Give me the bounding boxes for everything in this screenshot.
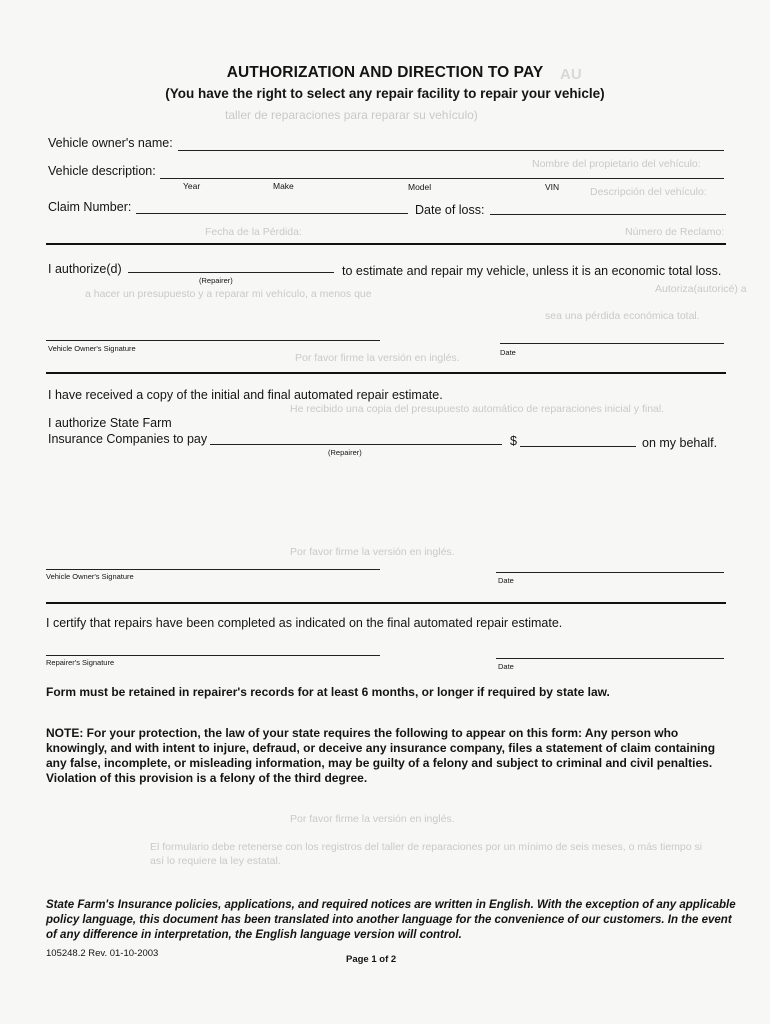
- form-title: AUTHORIZATION AND DIRECTION TO PAY: [226, 64, 544, 81]
- desc-year-caption: Year: [183, 181, 201, 191]
- bleed-through-text: Número de Reclamo:: [625, 226, 725, 238]
- section-divider: [46, 243, 726, 245]
- pay-amount-field[interactable]: [520, 446, 636, 447]
- bleed-through-text: Fecha de la Pérdida:: [205, 226, 302, 238]
- authorize-pay-line-2: Insurance Companies to pay: [48, 432, 208, 446]
- date-of-loss-field[interactable]: [490, 214, 726, 215]
- bleed-through-text: Autoriza(autoricé) a: [655, 283, 747, 295]
- authorize-pay-line-1: I authorize State Farm: [48, 416, 172, 430]
- owner-name-field[interactable]: [178, 150, 724, 151]
- owner-signature-label: Vehicle Owner's Signature: [48, 344, 136, 353]
- authorize-prefix: I authorize(d): [48, 262, 122, 276]
- bleed-through-text: sea una pérdida económica total.: [545, 310, 700, 322]
- date-label-2: Date: [498, 576, 514, 585]
- owner-signature-label-2: Vehicle Owner's Signature: [46, 572, 134, 581]
- desc-make-caption: Make: [273, 181, 294, 191]
- bleed-through-text: taller de reparaciones para reparar su vehículo): [225, 108, 478, 122]
- bleed-through-text: Nombre del propietario del vehículo:: [532, 158, 701, 170]
- form-subtitle: (You have the right to select any repair facility to repair your vehicle): [165, 86, 605, 101]
- authorize-suffix: to estimate and repair my vehicle, unless it is an economic total loss.: [342, 264, 722, 278]
- section-divider: [46, 372, 726, 374]
- dollar-sign: $: [510, 434, 517, 448]
- bleed-through-text: Por favor firme la versión en inglés.: [295, 352, 460, 364]
- english-language-notice: State Farm's Insurance policies, applications, and required notices are written in English. With the exception of any applicable policy language, this document has been translated into another language for the convenience of our customers. In the event of any difference in interpretation, the English language version will control.: [46, 899, 736, 941]
- desc-model-caption: Model: [408, 182, 432, 192]
- received-copy-text: I have received a copy of the initial and final automated repair estimate.: [48, 388, 443, 402]
- section-divider: [46, 602, 726, 604]
- retain-notice: Form must be retained in repairer's records for at least 6 months, or longer if required by state law.: [46, 685, 610, 699]
- pay-repairer-caption: (Repairer): [328, 448, 362, 457]
- bleed-through-text: He recibido una copia del presupuesto automático de reparaciones inicial y final.: [290, 403, 665, 415]
- pay-repairer-field[interactable]: [210, 444, 502, 445]
- owner-signature-date-field-2[interactable]: [496, 572, 724, 573]
- page-number: Page 1 of 2: [346, 954, 397, 965]
- bleed-through-text: El formulario debe retenerse con los registros del taller de reparaciones por un mínimo de seis meses, o más tiempo si así lo requiere la ley estatal.: [150, 841, 703, 867]
- vehicle-description-field[interactable]: [160, 178, 724, 179]
- desc-vin-caption: VIN: [545, 182, 560, 192]
- form-number: 105248.2 Rev. 01-10-2003: [46, 948, 159, 959]
- owner-signature-date-field[interactable]: [500, 343, 724, 344]
- date-label: Date: [500, 348, 516, 357]
- date-of-loss-label: Date of loss:: [415, 203, 485, 217]
- owner-name-label: Vehicle owner's name:: [48, 136, 173, 150]
- repairer-caption: (Repairer): [199, 276, 233, 285]
- fraud-notice: NOTE: For your protection, the law of your state requires the following to appear on this form: Any person who knowingly, and with intent to injure, defraud, or deceive any insurance company, files a statement of claim containing any false, incomplete, or misleading information, may be guilty of a felony and subject to criminal and civil penalties. Violation of this provision is a felony of the third degree.: [46, 726, 716, 785]
- repairer-signature-date-field[interactable]: [496, 658, 724, 659]
- date-label-3: Date: [498, 662, 514, 671]
- bleed-through-title: AU: [560, 66, 582, 83]
- bleed-through-text: Descripción del vehículo:: [590, 186, 707, 198]
- repairer-signature-field[interactable]: [46, 655, 380, 656]
- bleed-through-text: Por favor firme la versión en inglés.: [290, 813, 455, 825]
- claim-number-label: Claim Number:: [48, 200, 132, 214]
- owner-signature-field[interactable]: [46, 340, 380, 341]
- repairer-signature-label: Repairer's Signature: [46, 658, 115, 667]
- vehicle-description-label: Vehicle description:: [48, 164, 156, 178]
- owner-signature-field-2[interactable]: [46, 569, 380, 570]
- authorized-repairer-field[interactable]: [128, 272, 334, 273]
- claim-number-field[interactable]: [136, 213, 408, 214]
- certify-text: I certify that repairs have been completed as indicated on the final automated repair estimate.: [46, 616, 563, 630]
- bleed-through-text: Por favor firme la versión en inglés.: [290, 546, 455, 558]
- on-my-behalf-text: on my behalf.: [642, 436, 718, 450]
- bleed-through-text: a hacer un presupuesto y a reparar mi vehículo, a menos que: [85, 288, 372, 300]
